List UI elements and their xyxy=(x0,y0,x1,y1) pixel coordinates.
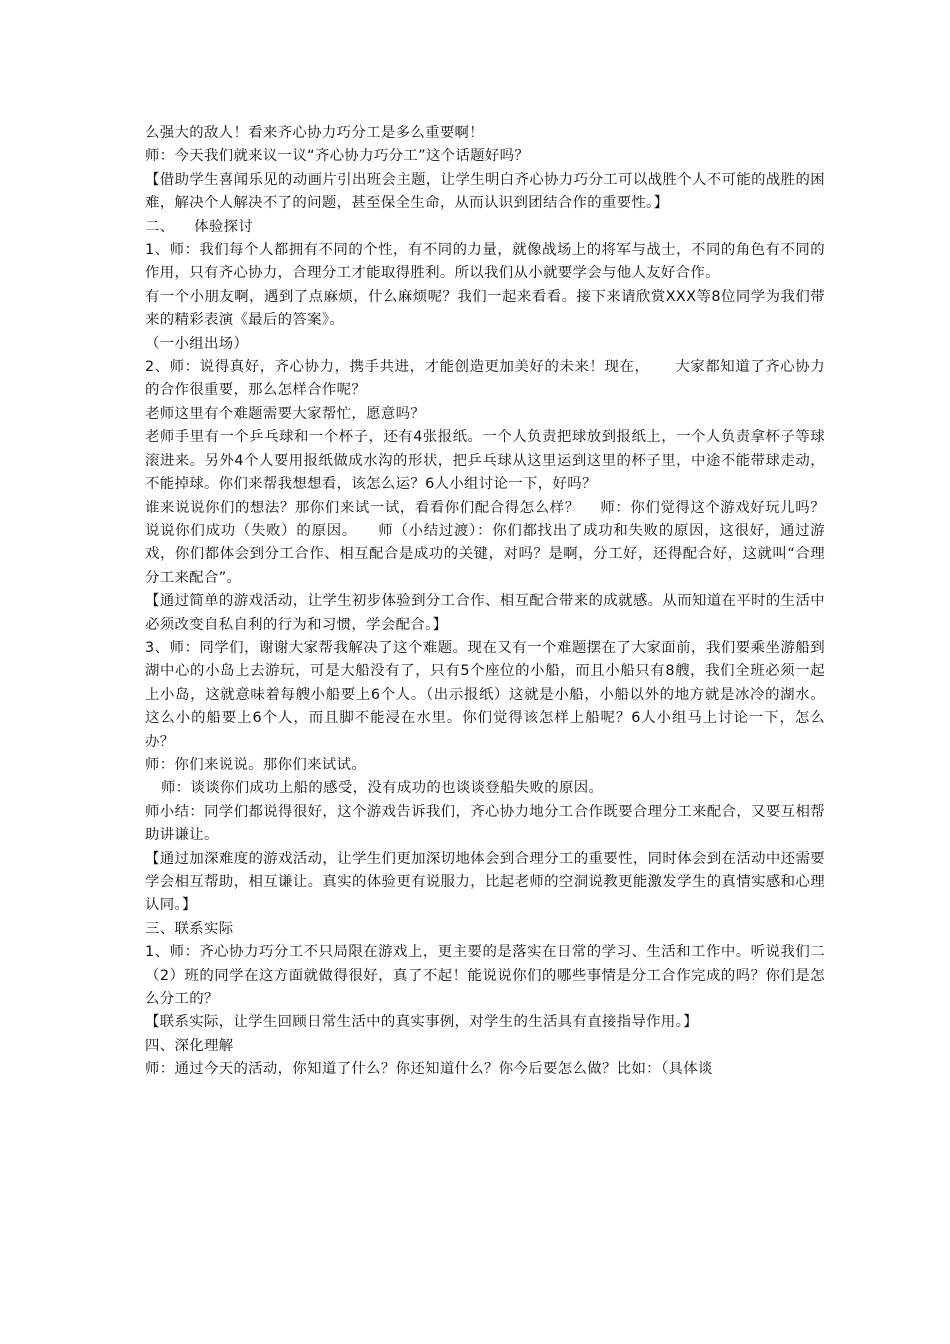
section-heading: 二、 体验探讨 xyxy=(145,218,254,235)
paragraph: 1、师：齐心协力巧分工不只局限在游戏上，更主要的是落实在日常的学习、生活和工作中。听说我们二（2）班的同学在这方面就做得很好，真了不起！能说说你们的哪些事情是分工合作完成的吗？你们是怎么分工的？ xyxy=(145,944,825,1008)
document-page xyxy=(145,122,825,1082)
paragraph: 老师手里有一个乒乓球和一个杯子，还有4张报纸。一个人负责把球放到报纸上，一个人负责拿杯子等球滚进来。另外4个人要用报纸做成水沟的形状，把乒乓球从这里运到这里的杯子里，中途不能带球走动，不能掉球。你们来帮我想想看，该怎么运？6人小组讨论一下，好吗？ xyxy=(145,429,825,493)
paragraph: 1、师：我们每个人都拥有不同的个性，有不同的力量，就像战场上的将军与战士，不同的角色有不同的作用，只有齐心协力，合理分工才能取得胜利。所以我们从小就要学会与他人友好合作。 xyxy=(145,242,825,282)
paragraph: 有一个小朋友啊，遇到了点麻烦，什么麻烦呢？我们一起来看看。接下来请欣赏XXX等8位同学为我们带来的精彩表演《最后的答案》。 xyxy=(145,288,825,329)
paragraph: （一小组出场） xyxy=(145,335,249,352)
paragraph: 【通过加深难度的游戏活动，让学生们更加深切地体会到合理分工的重要性，同时体会到在活动中还需要学会相互帮助，相互谦让。真实的体验更有说服力，比起老师的空洞说教更能激发学生的真情实感和心理认同。】 xyxy=(145,850,825,914)
paragraph: 师：你们来说说。那你们来试试。 xyxy=(145,756,367,773)
paragraph: 【联系实际，让学生回顾日常生活中的真实事例，对学生的生活具有直接指导作用。】 xyxy=(145,1014,698,1031)
paragraph: 师：谈谈你们成功上船的感受，没有成功的也谈谈登船失败的原因。 xyxy=(161,780,604,797)
paragraph: 【借助学生喜闻乐见的动画片引出班会主题，让学生明白齐心协力巧分工可以战胜个人不可能的战胜的困难，解决个人解决不了的问题，甚至保全生命，从而认识到团结合作的重要性。】 xyxy=(145,171,825,212)
paragraph: 【通过简单的游戏活动，让学生初步体验到分工合作、相互配合带来的成就感。从而知道在平时的生活中必须改变自私自利的行为和习惯，学会配合。】 xyxy=(145,593,825,633)
section-heading: 四、深化理解 xyxy=(145,1037,234,1054)
paragraph: 师：今天我们就来议一议“齐心协力巧分工”这个话题好吗？ xyxy=(145,148,530,165)
paragraph: 3、师：同学们，谢谢大家帮我解决了这个难题。现在又有一个难题摆在了大家面前，我们要乘坐游船到湖中心的小岛上去游玩，可是大船没有了，只有5个座位的小船，而且小船只有8艘，我们全班必须一起上小岛，这就意味着每艘小船要上6个人。（出示报纸）这就是小船，小船以外的地方就是冰冷的湖水。这么小的船要上6个人，而且脚不能浸在水里。你们觉得该怎样上船呢？6人小组马上讨论一下，怎么办？ xyxy=(145,639,825,750)
paragraph: 么强大的敌人！看来齐心协力巧分工是多么重要啊！ xyxy=(145,125,485,141)
paragraph: 师小结：同学们都说得很好，这个游戏告诉我们，齐心协力地分工合作既要合理分工来配合，又要互相帮助讲谦让。 xyxy=(145,803,825,844)
paragraph: 师：通过今天的活动，你知道了什么？你还知道什么？你今后要怎么做？比如：（具体谈 xyxy=(145,1061,713,1078)
paragraph: 老师这里有个难题需要大家帮忙，愿意吗？ xyxy=(145,405,426,422)
paragraph: 2、师：说得真好，齐心协力，携手共进，才能创造更加美好的未来！现在， 大家都知道了齐心协力的合作很重要，那么怎样合作呢？ xyxy=(145,359,825,399)
paragraph: 谁来说说你们的想法？那你们来试一试，看看你们配合得怎么样？ 师：你们觉得这个游戏好玩儿吗？说说你们成功（失败）的原因。 师（小结过渡）：你们都找出了成功和失败的原因，这很好，通过游戏，你们都体会到分工合作、相互配合是成功的关键，对吗？是啊，分工好，还得配合好，这就叫“合理分工来配合”。 xyxy=(145,499,825,586)
section-heading: 三、联系实际 xyxy=(145,920,234,937)
